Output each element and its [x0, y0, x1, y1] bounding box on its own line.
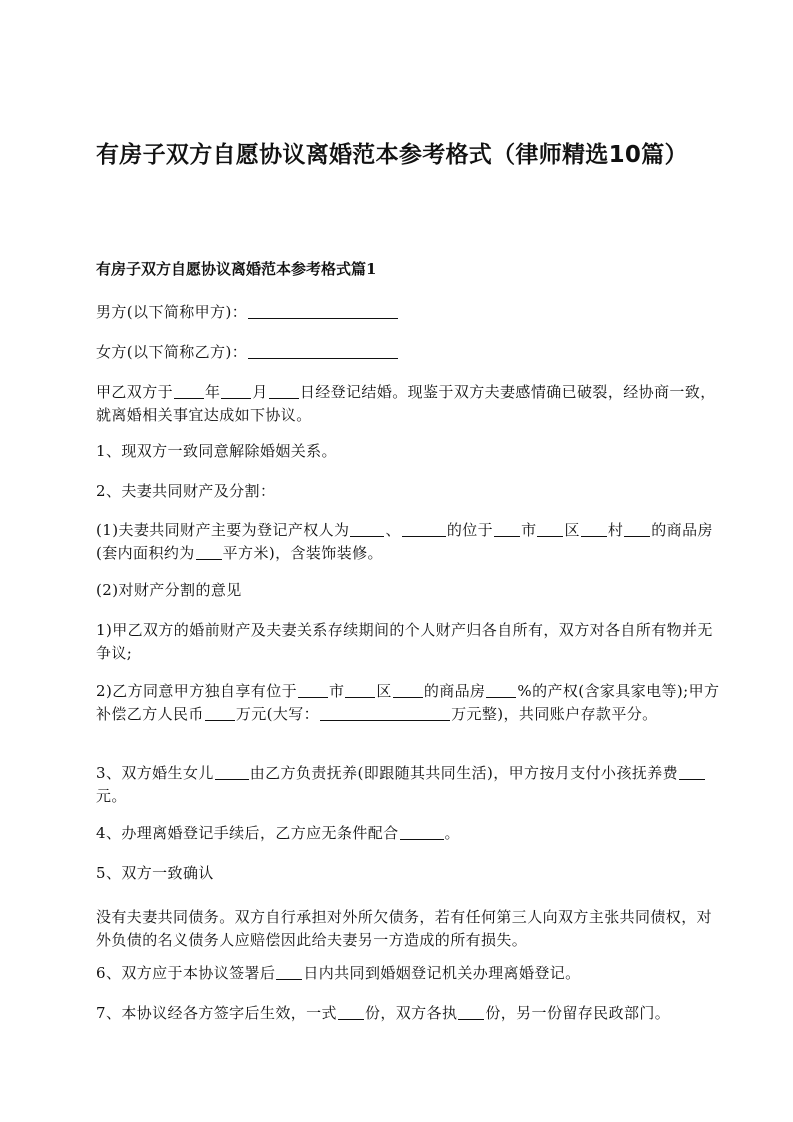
division2-amount-words-blank[interactable] [320, 705, 450, 721]
division2-text-6: 万元(大写： [235, 705, 320, 723]
division2-text-5: %的产权(含家具家电等);甲方补偿乙方人民币 [96, 682, 720, 723]
division-heading: (2)对财产分割的意见 [96, 581, 242, 599]
property-text-8: 平方米)，含装饰装修。 [222, 544, 383, 562]
male-party-line [96, 301, 720, 324]
female-party-label: 女方(以下简称乙方)： [96, 343, 248, 361]
village-blank[interactable] [581, 521, 607, 537]
division2-text-3: 区 [376, 682, 392, 700]
property-text-1: (1)夫妻共同财产主要为登记产权人为 [96, 521, 350, 539]
clause3-text-2: 由乙方负责抚养(即跟随其共同生活)，甲方按月支付小孩抚养费 [249, 764, 679, 782]
owner2-blank[interactable] [402, 521, 446, 537]
property-text-2: 、 [385, 521, 401, 539]
property-text-7: 的商品房(套内面积约为 [96, 521, 713, 562]
marriage-text-2: 年 [205, 383, 221, 401]
property-text-5: 区 [564, 521, 580, 539]
document-title: 有房子双方自愿协议离婚范本参考格式（律师精选10篇） [96, 142, 688, 168]
division-1: 1)甲乙双方的婚前财产及夫妻关系存续期间的个人财产归各自所有，双方对各自所有物并无争议; [96, 621, 713, 662]
division2-amount-blank[interactable] [205, 705, 235, 721]
clause7-text-1: 7、本协议经各方签字后生效，一式 [96, 1004, 337, 1022]
male-party-label: 男方(以下简称甲方)： [96, 303, 248, 321]
days-blank[interactable] [276, 964, 302, 980]
clause6-text-1: 6、双方应于本协议签署后 [96, 964, 276, 982]
marriage-year-blank[interactable] [174, 383, 204, 399]
clause3-text-1: 3、双方婚生女儿 [96, 764, 214, 782]
clause7-text-3: 份，另一份留存民政部门。 [485, 1004, 671, 1022]
area-blank[interactable] [196, 544, 222, 560]
clause-5: 5、双方一致确认 [96, 864, 214, 882]
marriage-text-4: 日经登记结婚。现鉴于双方夫妻感情确已破裂，经协商一致，就离婚相关事宜达成如下协议。 [96, 383, 716, 424]
marriage-paragraph [96, 381, 720, 427]
clause-6 [96, 962, 720, 985]
clause7-text-2: 份，双方各执 [364, 1004, 458, 1022]
property-text-3: 的位于 [446, 521, 494, 539]
female-party-line [96, 341, 720, 364]
section-heading: 有房子双方自愿协议离婚范本参考格式篇1 [96, 260, 377, 278]
division2-text-4: 的商品房 [423, 682, 486, 700]
clause6-text-2: 日内共同到婚姻登记机关办理离婚登记。 [303, 964, 581, 982]
marriage-month-blank[interactable] [221, 383, 251, 399]
district-blank[interactable] [537, 521, 563, 537]
debts-paragraph: 没有夫妻共同债务。双方自行承担对外所欠债务，若有任何第三人向双方主张共同债权，对外负债的名义债务人应赔偿因此给夫妻另一方造成的所有损失。 [96, 908, 713, 949]
division2-city-blank[interactable] [298, 682, 328, 698]
marriage-text-3: 月 [252, 383, 268, 401]
clause-3 [96, 762, 720, 808]
child-support-blank[interactable] [679, 764, 705, 780]
village2-blank[interactable] [624, 521, 650, 537]
owner1-blank[interactable] [350, 521, 384, 537]
clause-7 [96, 1002, 720, 1025]
division2-text-2: 市 [329, 682, 345, 700]
property-text-6: 村 [607, 521, 624, 539]
male-party-blank[interactable] [248, 303, 398, 319]
marriage-day-blank[interactable] [269, 383, 299, 399]
property-paragraph [96, 519, 720, 565]
division2-text-7: 万元整)，共同账户存款平分。 [451, 705, 658, 723]
property-text-4: 市 [521, 521, 537, 539]
division-2 [96, 680, 720, 726]
marriage-text-1: 甲乙双方于 [96, 383, 174, 401]
clause-4 [96, 822, 720, 845]
clause3-text-3: 元。 [96, 787, 127, 805]
copies-blank[interactable] [338, 1004, 364, 1020]
clause-2: 2、夫妻共同财产及分割： [96, 482, 276, 500]
clause-1: 1、现双方一致同意解除婚姻关系。 [96, 442, 337, 460]
city-blank[interactable] [494, 521, 520, 537]
division2-district-blank[interactable] [345, 682, 375, 698]
clause4-blank[interactable] [400, 824, 444, 840]
daughter-name-blank[interactable] [215, 764, 249, 780]
division2-text-1: 2)乙方同意甲方独自享有位于 [96, 682, 297, 700]
clause4-text-2: 。 [444, 824, 460, 842]
clause4-text-1: 4、办理离婚登记手续后，乙方应无条件配合 [96, 824, 399, 842]
division2-percent-blank[interactable] [486, 682, 516, 698]
each-copy-blank[interactable] [458, 1004, 484, 1020]
division2-house-blank[interactable] [393, 682, 423, 698]
female-party-blank[interactable] [248, 343, 398, 359]
